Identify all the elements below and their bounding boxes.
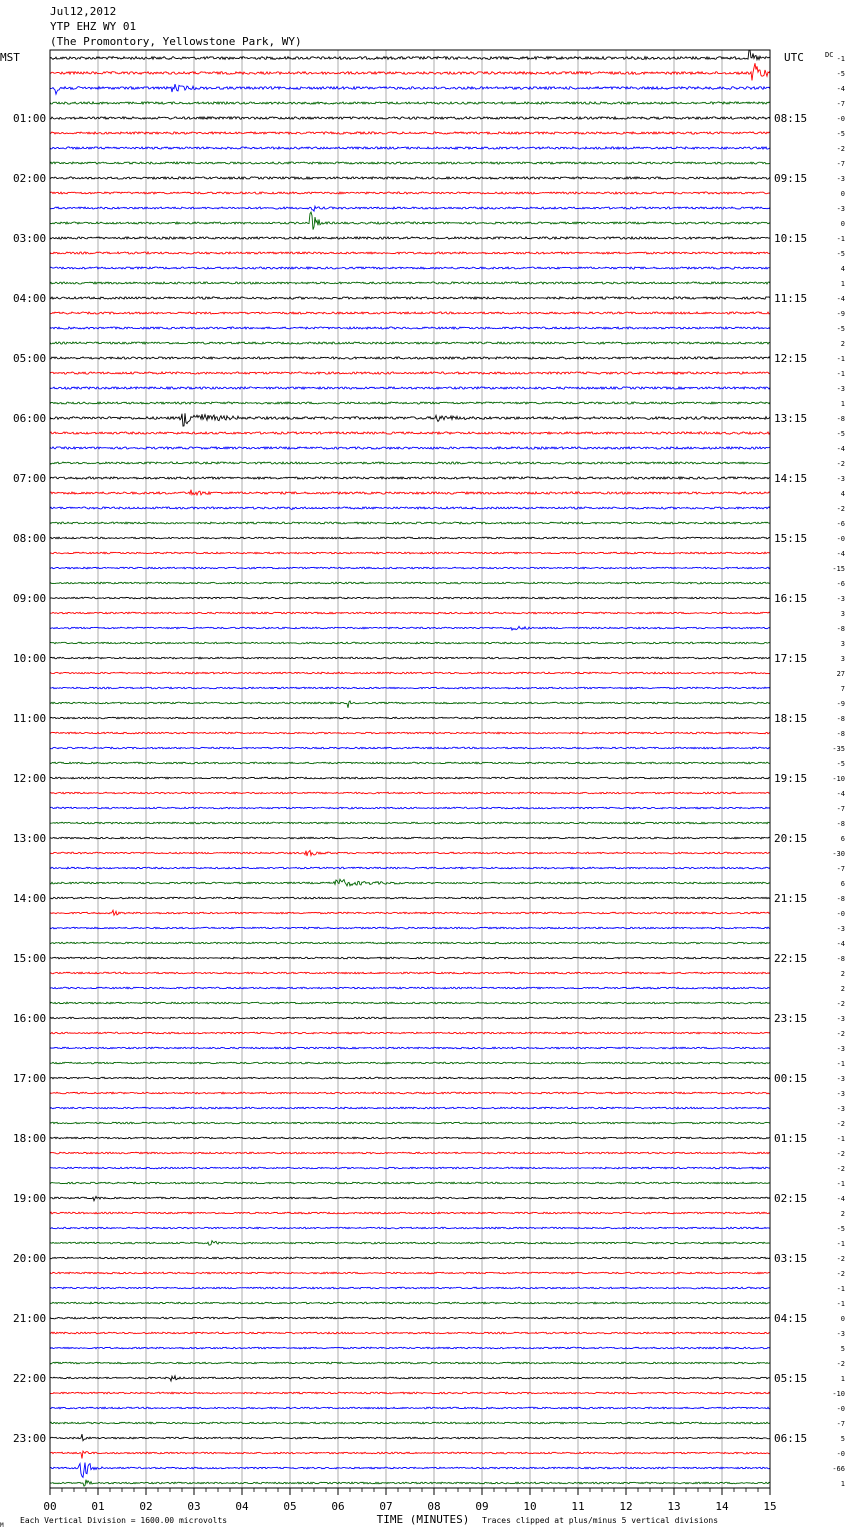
dc-offset-label: -5 <box>836 325 845 333</box>
dc-offset-label: 2 <box>840 1210 845 1218</box>
mst-label: 19:00 <box>13 1192 47 1205</box>
dc-offset-label: -2 <box>836 145 845 153</box>
dc-offset-label: -7 <box>836 865 845 873</box>
mst-label: 18:00 <box>13 1132 47 1145</box>
dc-offset-label: -3 <box>836 1330 845 1338</box>
dc-offset-label: -3 <box>836 595 845 603</box>
x-tick-label: 09 <box>475 1500 489 1513</box>
x-tick-label: 03 <box>187 1500 201 1513</box>
dc-offset-label: 2 <box>840 340 845 348</box>
dc-offset-label: -3 <box>836 385 845 393</box>
mst-label: 03:00 <box>13 232 47 245</box>
dc-offset-label: 1 <box>840 1480 845 1488</box>
mst-label: 06:00 <box>13 412 47 425</box>
mst-label: 08:00 <box>13 532 47 545</box>
dc-offset-label: -5 <box>836 430 845 438</box>
dc-offset-label: -1 <box>836 355 845 363</box>
x-tick-label: 15 <box>763 1500 777 1513</box>
right-timezone-label: UTC <box>784 51 804 64</box>
dc-offset-label: -6 <box>836 580 845 588</box>
dc-offset-label: -2 <box>836 1120 845 1128</box>
dc-offset-label: -1 <box>836 235 845 243</box>
dc-offset-label: 4 <box>840 490 845 498</box>
utc-label: 04:15 <box>774 1312 808 1325</box>
dc-offset-label: -2 <box>836 1000 845 1008</box>
clip-note: Traces clipped at plus/minus 5 vertical divisions <box>482 1516 719 1525</box>
utc-label: 13:15 <box>774 412 808 425</box>
dc-offset-label: -3 <box>836 1015 845 1023</box>
mst-label: 17:00 <box>13 1072 47 1085</box>
x-tick-label: 12 <box>619 1500 633 1513</box>
dc-label: DC <box>825 51 834 59</box>
dc-offset-label: -3 <box>836 175 845 183</box>
x-tick-label: 11 <box>571 1500 585 1513</box>
utc-label: 15:15 <box>774 532 808 545</box>
mst-label: 01:00 <box>13 112 47 125</box>
dc-offset-label: -10 <box>832 1390 845 1398</box>
scale-note: Each Vertical Division = 1600.00 microvolts <box>20 1516 228 1525</box>
dc-offset-label: -1 <box>836 1285 845 1293</box>
dc-offset-label: -4 <box>836 940 845 948</box>
dc-offset-label: -1 <box>836 55 845 63</box>
dc-offset-label: -1 <box>836 1240 845 1248</box>
dc-offset-label: -30 <box>832 850 845 858</box>
dc-offset-label: -3 <box>836 1045 845 1053</box>
dc-offset-label: 6 <box>840 880 845 888</box>
mst-label: 23:00 <box>13 1432 47 1445</box>
dc-offset-label: 27 <box>836 670 845 678</box>
mst-label: 12:00 <box>13 772 47 785</box>
dc-offset-label: -8 <box>836 820 845 828</box>
utc-label: 06:15 <box>774 1432 808 1445</box>
dc-offset-label: -7 <box>836 805 845 813</box>
utc-label: 18:15 <box>774 712 808 725</box>
dc-offset-label: 3 <box>840 655 845 663</box>
mst-label: 21:00 <box>13 1312 47 1325</box>
mst-label: 11:00 <box>13 712 47 725</box>
dc-offset-label: 6 <box>840 835 845 843</box>
dc-offset-label: -6 <box>836 520 845 528</box>
mst-label: 16:00 <box>13 1012 47 1025</box>
dc-offset-label: 0 <box>840 1315 845 1323</box>
dc-offset-label: -3 <box>836 925 845 933</box>
mst-label: 04:00 <box>13 292 47 305</box>
utc-label: 00:15 <box>774 1072 808 1085</box>
utc-label: 16:15 <box>774 592 808 605</box>
dc-offset-label: -1 <box>836 370 845 378</box>
dc-offset-label: -2 <box>836 1150 845 1158</box>
dc-offset-label: 1 <box>840 1375 845 1383</box>
x-tick-label: 07 <box>379 1500 393 1513</box>
mst-label: 15:00 <box>13 952 47 965</box>
dc-offset-label: -0 <box>836 115 845 123</box>
dc-offset-label: -7 <box>836 100 845 108</box>
dc-offset-label: -4 <box>836 550 845 558</box>
dc-offset-label: -7 <box>836 160 845 168</box>
dc-offset-label: 5 <box>840 1435 845 1443</box>
dc-offset-label: 1 <box>840 400 845 408</box>
dc-offset-label: -1 <box>836 1060 845 1068</box>
utc-label: 17:15 <box>774 652 808 665</box>
mst-label: 09:00 <box>13 592 47 605</box>
dc-offset-label: -7 <box>836 1420 845 1428</box>
dc-offset-label: -5 <box>836 1225 845 1233</box>
header-location: (The Promontory, Yellowstone Park, WY) <box>50 35 302 48</box>
utc-label: 12:15 <box>774 352 808 365</box>
dc-offset-label: -2 <box>836 1360 845 1368</box>
x-tick-label: 14 <box>715 1500 729 1513</box>
dc-offset-label: -2 <box>836 1165 845 1173</box>
dc-offset-label: -1 <box>836 1300 845 1308</box>
mst-label: 10:00 <box>13 652 47 665</box>
utc-label: 20:15 <box>774 832 808 845</box>
dc-offset-label: -2 <box>836 1030 845 1038</box>
dc-offset-label: -8 <box>836 415 845 423</box>
x-tick-label: 06 <box>331 1500 345 1513</box>
dc-offset-label: -4 <box>836 85 845 93</box>
dc-offset-label: -3 <box>836 1105 845 1113</box>
x-tick-label: 13 <box>667 1500 681 1513</box>
dc-offset-label: 5 <box>840 1345 845 1353</box>
dc-offset-label: 7 <box>840 685 845 693</box>
dc-offset-label: -4 <box>836 790 845 798</box>
x-tick-label: 00 <box>43 1500 57 1513</box>
utc-label: 10:15 <box>774 232 808 245</box>
dc-offset-label: -0 <box>836 1405 845 1413</box>
dc-offset-label: -5 <box>836 250 845 258</box>
dc-offset-label: -1 <box>836 1180 845 1188</box>
dc-offset-label: -3 <box>836 1075 845 1083</box>
dc-offset-label: 3 <box>840 640 845 648</box>
dc-offset-label: -0 <box>836 535 845 543</box>
utc-label: 21:15 <box>774 892 808 905</box>
dc-offset-label: 4 <box>840 265 845 273</box>
x-tick-label: 01 <box>91 1500 105 1513</box>
dc-offset-label: 0 <box>840 220 845 228</box>
dc-offset-label: -4 <box>836 445 845 453</box>
dc-offset-label: 1 <box>840 280 845 288</box>
mst-label: 05:00 <box>13 352 47 365</box>
dc-offset-label: -5 <box>836 130 845 138</box>
utc-label: 22:15 <box>774 952 808 965</box>
dc-offset-label: -4 <box>836 295 845 303</box>
mst-label: 13:00 <box>13 832 47 845</box>
dc-offset-label: -10 <box>832 775 845 783</box>
utc-label: 14:15 <box>774 472 808 485</box>
dc-offset-label: -8 <box>836 715 845 723</box>
dc-offset-label: -3 <box>836 205 845 213</box>
dc-offset-label: -8 <box>836 895 845 903</box>
utc-label: 03:15 <box>774 1252 808 1265</box>
dc-offset-label: -4 <box>836 1195 845 1203</box>
utc-label: 05:15 <box>774 1372 808 1385</box>
dc-offset-label: -9 <box>836 700 845 708</box>
mst-label: 22:00 <box>13 1372 47 1385</box>
x-tick-label: 10 <box>523 1500 537 1513</box>
dc-offset-label: -2 <box>836 1270 845 1278</box>
dc-offset-label: -5 <box>836 760 845 768</box>
dc-offset-label: -8 <box>836 625 845 633</box>
dc-offset-label: -0 <box>836 1450 845 1458</box>
dc-offset-label: -8 <box>836 955 845 963</box>
corner-mark: M <box>0 1522 4 1529</box>
utc-label: 23:15 <box>774 1012 808 1025</box>
x-tick-label: 08 <box>427 1500 441 1513</box>
mst-label: 02:00 <box>13 172 47 185</box>
dc-offset-label: -9 <box>836 310 845 318</box>
dc-offset-label: 0 <box>840 190 845 198</box>
x-axis-title: TIME (MINUTES) <box>376 1513 470 1526</box>
dc-offset-label: -1 <box>836 1135 845 1143</box>
dc-offset-label: -8 <box>836 730 845 738</box>
x-tick-label: 05 <box>283 1500 297 1513</box>
left-timezone-label: MST <box>0 51 20 64</box>
dc-offset-label: -5 <box>836 70 845 78</box>
dc-offset-label: -0 <box>836 910 845 918</box>
utc-label: 08:15 <box>774 112 808 125</box>
mst-label: 07:00 <box>13 472 47 485</box>
dc-offset-label: -66 <box>832 1465 845 1473</box>
dc-offset-label: -2 <box>836 1255 845 1263</box>
mst-label: 20:00 <box>13 1252 47 1265</box>
dc-offset-label: 2 <box>840 970 845 978</box>
utc-label: 02:15 <box>774 1192 808 1205</box>
dc-offset-label: -3 <box>836 475 845 483</box>
dc-offset-label: -35 <box>832 745 845 753</box>
utc-label: 09:15 <box>774 172 808 185</box>
dc-offset-label: -15 <box>832 565 845 573</box>
x-tick-label: 02 <box>139 1500 153 1513</box>
header-station: YTP EHZ WY 01 <box>50 20 137 33</box>
x-tick-label: 04 <box>235 1500 249 1513</box>
header-date: Jul12,2012 <box>50 5 117 18</box>
utc-label: 01:15 <box>774 1132 808 1145</box>
utc-label: 19:15 <box>774 772 808 785</box>
utc-label: 11:15 <box>774 292 808 305</box>
mst-label: 14:00 <box>13 892 47 905</box>
dc-offset-label: -2 <box>836 460 845 468</box>
dc-offset-label: 2 <box>840 985 845 993</box>
dc-offset-label: 3 <box>840 610 845 618</box>
dc-offset-label: -2 <box>836 505 845 513</box>
dc-offset-label: -3 <box>836 1090 845 1098</box>
